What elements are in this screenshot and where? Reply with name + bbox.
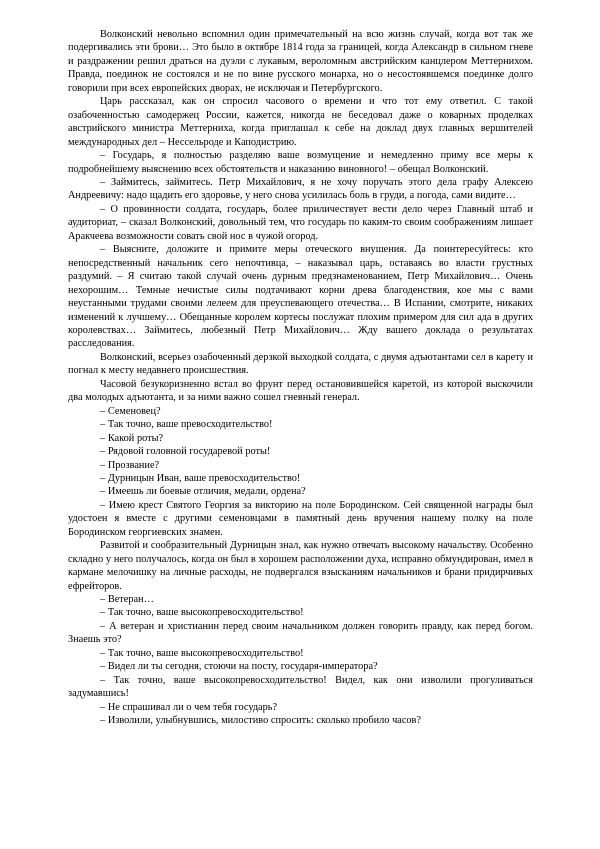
dialogue-line: – Семеновец? [100,405,161,417]
body-paragraph: Волконский невольно вспомнил один примечательный на всю жизнь случай, когда вот так же подергивались эти брови… Это было в октябре 1814 года за границей, когда Александр в сильном гневе и раздражении решил драться на дуэли с лукавым, вероломным австрийским канцлером Меттернихом. Правда, поединок не состоялся и не по вине русского монарха, но о несостоявшемся поединке долго говорили при всех европейских дворах, не исключая и Петербургского. [68,29,533,94]
dialogue-line: – Изволили, улыбнувшись, милостиво спросить: сколько пробило часов? [100,715,421,727]
body-paragraph: – Займитесь, займитесь. Петр Михайлович, я не хочу поручать этого дела графу Алексею Андреевичу: надо щадить его здоровье, у него снова усилилась боль в груди, а погода, сами видите… [68,176,533,202]
body-paragraph: – Выясните, доложите и примите меры отеческого внушения. Да поинтересуйтесь: кто непосредственный начальник сего непочтивца, – наказывал царь, оставаясь во власти грустных раздумий. – Я считаю такой случай очень дурным предзнаменованием, Петр Михайлович… Очень нехорошим… Темные нечистые силы подтачивают корни древа благоденствия, кое мы с вами неустанными трудами своими лелеем для преуспевающего отечества… В Испании, смотрите, никаких изменений к лучшему… Обещанные королем кортесы послужат плохим примером для сил ада в других королевствах… Займитесь, любезный Петр Михайлович… Жду вашего доклада о результатах расследования. [68,244,533,350]
dialogue-line: – Так точно, ваше превосходительство! [100,419,273,431]
dialogue-line: – Рядовой головной государевой роты! [100,446,271,458]
dialogue-line: – Видел ли ты сегодня, стоючи на посту, государя-императора? [100,661,378,673]
dialogue-line: – Дурницын Иван, ваше превосходительство! [100,472,301,484]
dialogue-line: – Так точно, ваше высокопревосходительство! [100,607,304,619]
body-paragraph: Часовой безукоризненно встал во фрунт перед остановившейся каретой, из которой выскочили два молодых адъютанта, и за ними важно сошел гневный генерал. [68,378,533,404]
dialogue-line: – Прозвание? [100,459,160,471]
dialogue-line: – Так точно, ваше высокопревосходительство! [100,647,304,659]
dialogue-line: – Имею крест Святого Георгия за викторию на поле Бородинском. Сей священной награды был удостоен я вместе с другими семеновцами в памятный день вручения нашему полку на поле Бородинском георгиевских знамен. [68,499,533,538]
body-paragraph: Развитой и сообразительный Дурницын знал, как нужно отвечать высокому начальству. Особенно складно у него получалось, когда он был в хорошем расположении духа, исправно обмундирован, имел в кармане мелочишку на личные расходы, не подвергался взысканиям начальников и брани придирчивых ефрейторов. [68,540,533,592]
dialogue-line: – Какой роты? [100,432,164,444]
dialogue-line: – Ветеран… [100,594,154,606]
body-paragraph: – Государь, я полностью разделяю ваше возмущение и немедленно приму все меры к подробнейшему выяснению всех обстоятельств и наказанию виновного! – обещал Волконский. [68,150,533,175]
dialogue-line: – Не спрашивал ли о чем тебя государь? [100,701,278,713]
dialogue-line: – Имеешь ли боевые отличия, медали, ордена? [100,486,306,498]
page-text-body [68,28,533,728]
dialogue-line: – А ветеран и христианин перед своим начальником должен говорить правду, как перед богом. Знаешь это? [68,620,533,646]
body-paragraph: Волконский, всерьез озабоченный дерзкой выходкой солдата, с двумя адъютантами сел в карету и погнал к месту недавнего происшествия. [68,351,533,377]
dialogue-line: – Так точно, ваше высокопревосходительство! Видел, как они изволили прогуливаться задумавшись! [68,674,533,700]
body-paragraph: – О провинности солдата, государь, более приличествует вести дело через Главный штаб и аудиториат, – сказал Волконский, довольный тем, что государь по каким-то своим соображениям лишает Аракчеева возможности совать свой нос в чужой огород. [68,203,533,242]
body-paragraph: Царь рассказал, как он спросил часового о времени и что тот ему ответил. С такой озабоченностью самодержец России, кажется, никогда не беседовал даже о коварных проделках австрийского министра Меттерниха, когда приглашал к себе на доклад двух главных вершителей международных дел – Нессельроде и Каподистрию. [68,96,533,148]
